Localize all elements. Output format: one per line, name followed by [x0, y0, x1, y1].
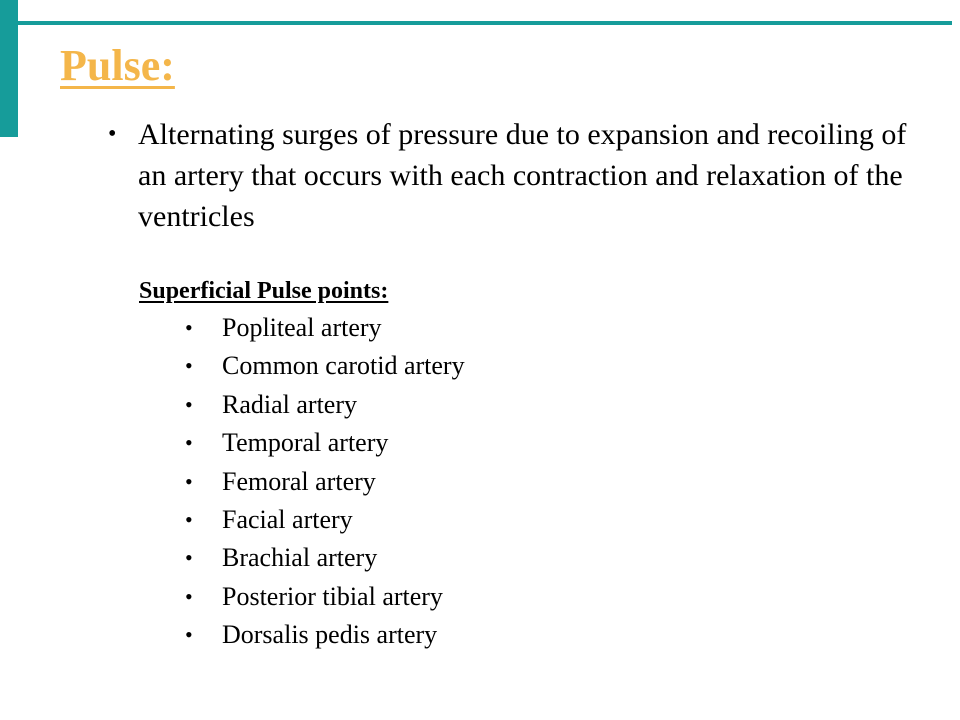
list-item-label: Femoral artery	[222, 466, 376, 496]
list-item	[185, 539, 465, 577]
bullet-dot-icon: •	[185, 545, 193, 571]
bullet-dot-icon: •	[185, 315, 193, 340]
bullet-dot-icon: •	[185, 506, 193, 532]
pulse-points-list	[185, 309, 465, 655]
list-item	[185, 501, 465, 539]
definition-bullet	[108, 114, 908, 237]
list-item	[185, 578, 465, 616]
section-heading: Superficial Pulse points:	[139, 278, 389, 304]
list-item-label: Dorsalis pedis artery	[222, 620, 438, 650]
accent-bar-horizontal	[18, 21, 952, 25]
bullet-dot-icon: •	[185, 353, 193, 379]
list-item-label: Common carotid artery	[222, 351, 465, 381]
list-item	[185, 347, 465, 385]
bullet-dot-icon: •	[185, 583, 193, 609]
accent-bar-vertical	[0, 0, 18, 137]
list-item-label: Facial artery	[222, 504, 353, 534]
bullet-dot-icon: •	[108, 121, 117, 147]
list-item-label: Popliteal artery	[222, 313, 382, 342]
list-item	[185, 424, 465, 462]
list-item	[185, 616, 465, 654]
definition-text: Alternating surges of pressure due to expansion and recoiling of an artery that occurs with each contraction and relaxation of the ventricles	[138, 118, 907, 233]
list-item-label: Temporal artery	[222, 428, 389, 458]
list-item-label: Brachial artery	[222, 543, 378, 573]
list-item-label: Posterior tibial artery	[222, 581, 443, 611]
list-item-label: Radial artery	[222, 389, 357, 419]
bullet-dot-icon: •	[185, 468, 193, 494]
bullet-dot-icon: •	[185, 391, 193, 417]
slide-title: Pulse:	[60, 41, 175, 90]
list-item	[185, 463, 465, 501]
bullet-dot-icon: •	[185, 430, 193, 456]
list-item	[185, 309, 465, 347]
list-item	[185, 386, 465, 424]
bullet-dot-icon: •	[185, 622, 193, 648]
